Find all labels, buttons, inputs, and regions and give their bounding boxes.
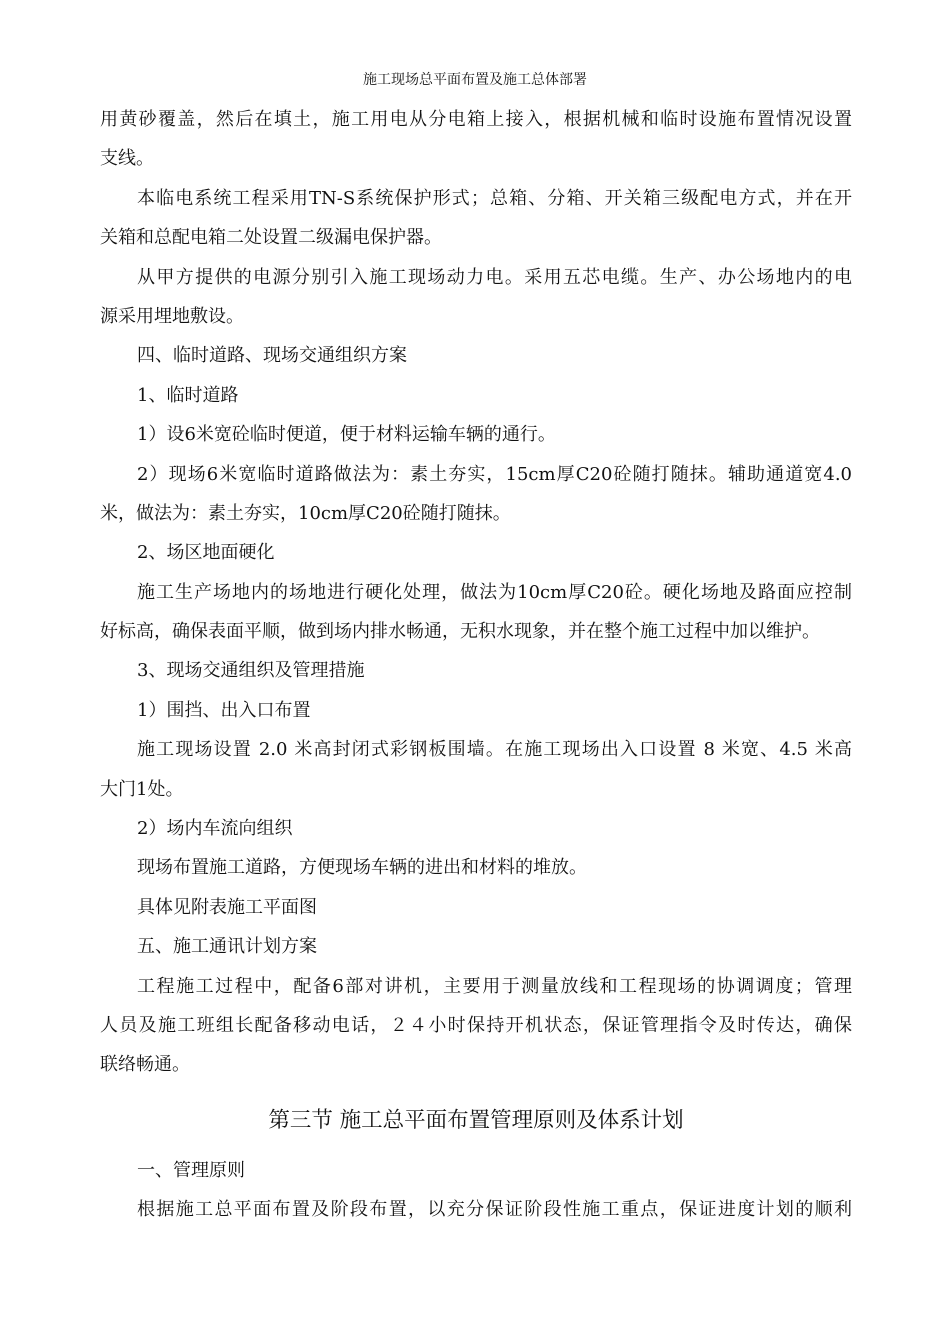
text-line: 四、临时道路、现场交通组织方案 xyxy=(137,345,407,367)
text-line: 米，做法为：素土夯实，10cm厚C20砼随打随抹。 xyxy=(100,502,511,524)
text-line: 1、临时道路 xyxy=(137,384,239,406)
text-line: 关箱和总配电箱二处设置二级漏电保护器。 xyxy=(100,227,442,249)
paragraph-block xyxy=(100,1151,852,1230)
text-line: 源采用埋地敷设。 xyxy=(100,305,244,327)
text-line: 1）设6米宽砼临时便道，便于材料运输车辆的通行。 xyxy=(137,424,556,446)
text-line: 2）场内车流向组织 xyxy=(137,818,293,840)
text-line: 工程施工过程中，配备6部对讲机，主要用于测量放线和工程现场的协调调度；管理 xyxy=(137,975,852,997)
text-line: 根据施工总平面布置及阶段布置，以充分保证阶段性施工重点，保证进度计划的顺利 xyxy=(137,1199,852,1221)
text-line: 好标高，确保表面平顺，做到场内排水畅通，无积水现象，并在整个施工过程中加以维护。 xyxy=(100,621,820,643)
text-line: 本临电系统工程采用TN-S系统保护形式；总箱、分箱、开关箱三级配电方式，并在开 xyxy=(137,187,852,209)
page-header: 施工现场总平面布置及施工总体部署 xyxy=(363,72,587,88)
paragraph-block xyxy=(100,100,852,1085)
text-line: 人员及施工班组长配备移动电话，２４小时保持开机状态，保证管理指令及时传达，确保 xyxy=(100,1014,852,1036)
text-line: 3、现场交通组织及管理措施 xyxy=(137,660,365,682)
text-line: 五、施工通讯计划方案 xyxy=(137,936,317,958)
text-line: 从甲方提供的电源分别引入施工现场动力电。采用五芯电缆。生产、办公场地内的电 xyxy=(137,266,852,288)
text-line: 具体见附表施工平面图 xyxy=(137,896,317,918)
text-line: 大门1处。 xyxy=(100,778,184,800)
text-line: 施工现场设置 2.0 米高封闭式彩钢板围墙。在施工现场出入口设置 8 米宽、4.5 米高 xyxy=(137,739,852,761)
text-line: 现场布置施工道路，方便现场车辆的进出和材料的堆放。 xyxy=(137,857,587,879)
text-line: 支线。 xyxy=(100,148,154,170)
text-line: 1）围挡、出入口布置 xyxy=(137,699,311,721)
text-line: 2）现场6米宽临时道路做法为：素土夯实，15cm厚C20砼随打随抹。辅助通道宽4.0 xyxy=(137,463,852,485)
section-heading: 第三节 施工总平面布置管理原则及体系计划 xyxy=(268,1107,684,1133)
text-line: 用黄砂覆盖，然后在填土，施工用电从分电箱上接入，根据机械和临时设施布置情况设置 xyxy=(100,109,852,130)
text-line: 2、场区地面硬化 xyxy=(137,542,275,564)
document-body xyxy=(100,100,852,1230)
text-line: 一、管理原则 xyxy=(137,1159,245,1181)
text-line: 施工生产场地内的场地进行硬化处理，做法为10cm厚C20砼。硬化场地及路面应控制 xyxy=(137,581,852,603)
text-line: 联络畅通。 xyxy=(100,1054,190,1076)
